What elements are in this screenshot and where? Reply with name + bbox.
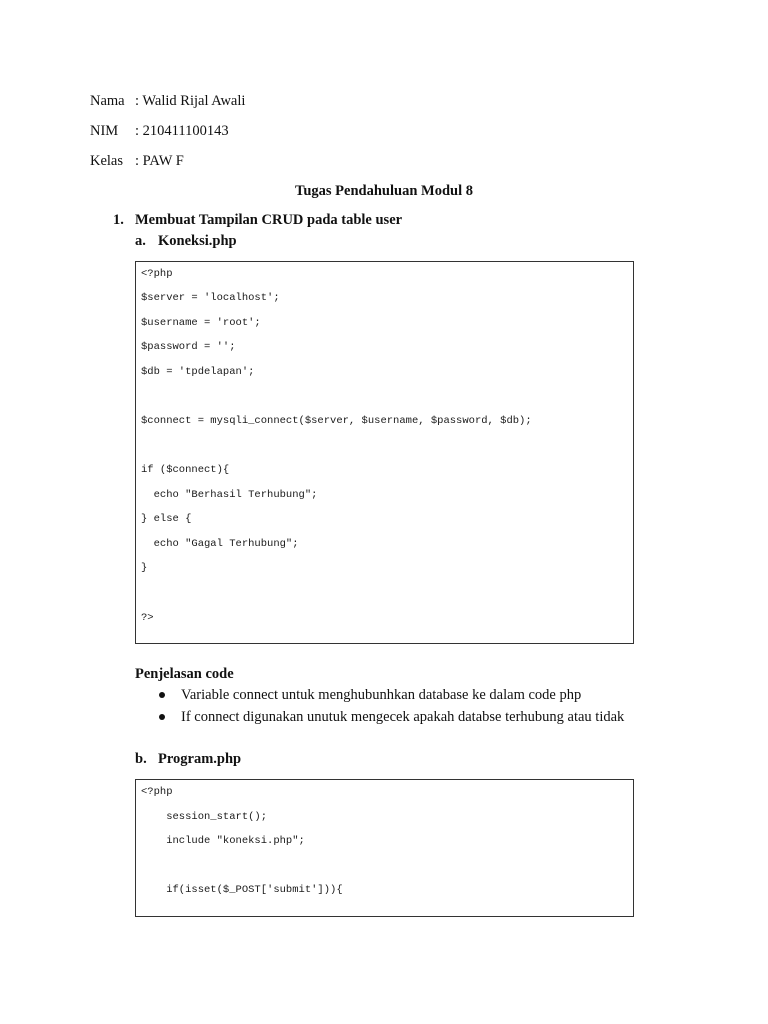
code-line: $connect = mysqli_connect($server, $username, $password, $db); <box>141 415 532 427</box>
code-line: $password = ''; <box>141 341 236 353</box>
code-line: $username = 'root'; <box>141 317 261 329</box>
code-line: <?php <box>141 268 173 280</box>
code-line: if ($connect){ <box>141 464 230 476</box>
code-line: $server = 'localhost'; <box>141 292 280 304</box>
code-line: } else { <box>141 513 192 525</box>
explanation-bullet: Variable connect untuk menghubunhkan database ke dalam code php <box>181 687 582 703</box>
code-block-koneksi <box>135 261 634 644</box>
code-line: } <box>141 562 148 574</box>
section-heading: Membuat Tampilan CRUD pada table user <box>135 212 403 228</box>
bullet-icon <box>159 714 165 720</box>
kelas-label: Kelas <box>90 153 124 169</box>
code-block-program <box>135 779 634 917</box>
subsection-b-letter: b. <box>135 751 147 767</box>
code-line: <?php <box>141 786 173 798</box>
subsection-a-heading: Koneksi.php <box>158 233 237 249</box>
explanation-bullet: If connect digunakan unutuk mengecek apakah databse terhubung atau tidak <box>181 709 625 725</box>
code-line: echo "Berhasil Terhubung"; <box>141 489 318 501</box>
kelas-value: : PAW F <box>135 153 184 169</box>
bullet-icon <box>159 692 165 698</box>
section-number: 1. <box>113 212 124 228</box>
subsection-a-letter: a. <box>135 233 146 249</box>
nim-value: : 210411100143 <box>135 123 229 139</box>
document-title: Tugas Pendahuluan Modul 8 <box>295 183 473 199</box>
code-line: session_start(); <box>141 811 268 823</box>
nim-label: NIM <box>90 123 119 139</box>
code-line: ?> <box>141 612 154 624</box>
code-line: include "koneksi.php"; <box>141 835 305 847</box>
explanation-heading: Penjelasan code <box>135 666 234 682</box>
name-value: : Walid Rijal Awali <box>135 93 246 109</box>
code-line: $db = 'tpdelapan'; <box>141 366 255 378</box>
subsection-b-heading: Program.php <box>158 751 242 767</box>
name-label: Nama <box>90 93 125 109</box>
code-line: if(isset($_POST['submit'])){ <box>141 884 343 896</box>
code-line: echo "Gagal Terhubung"; <box>141 538 299 550</box>
